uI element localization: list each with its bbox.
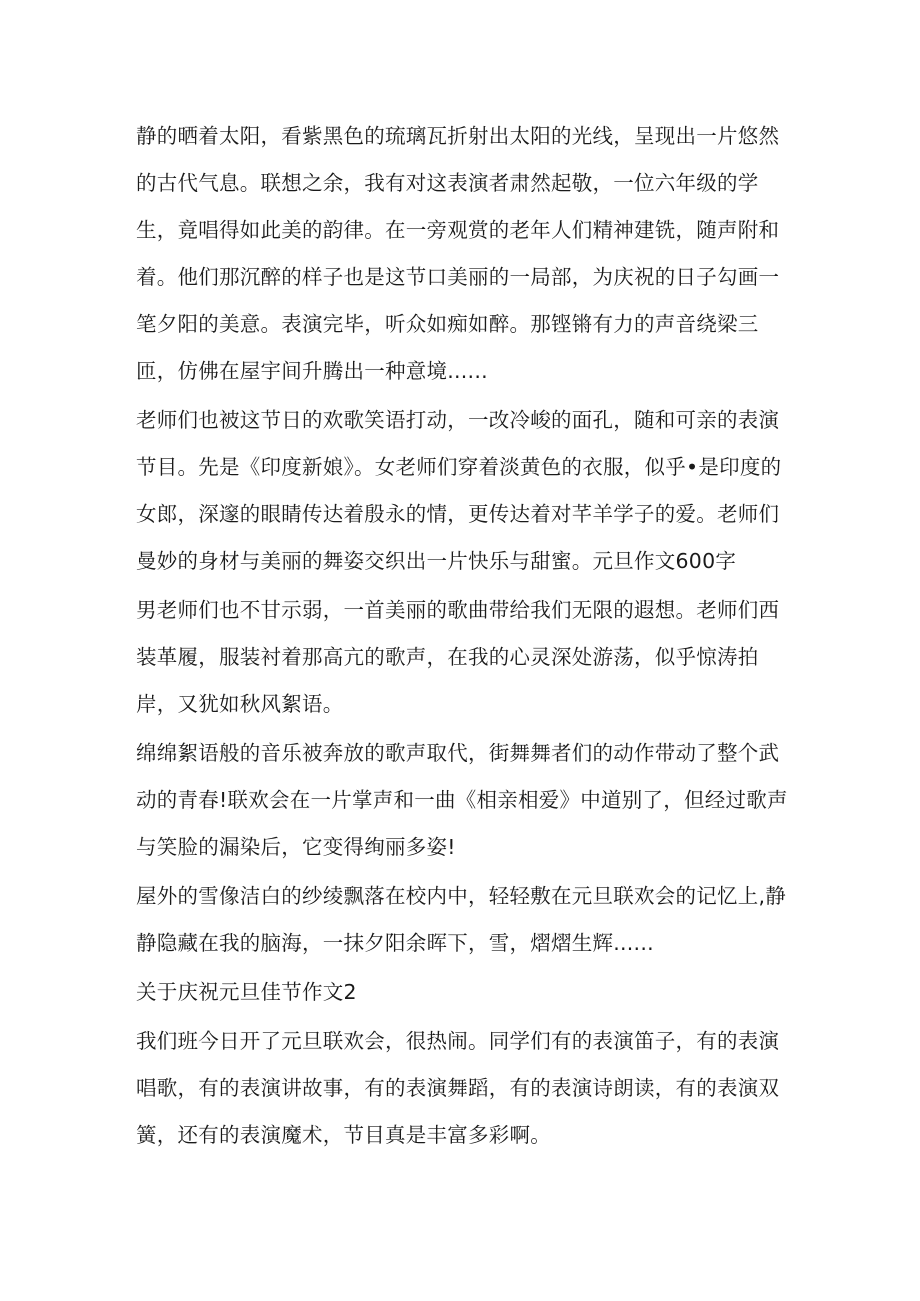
section-heading: 关于庆祝元旦佳节作文2 — [136, 980, 357, 1004]
paragraph-3: 男老师们也不甘示弱，一首美丽的歌曲带给我们无限的遐想。老师们西装革履，服装衬着那高亢的歌声，在我的心灵深处游荡，似乎惊涛拍岸，又犹如秋风絮语。 — [136, 598, 780, 716]
paragraph-2: 老师们也被这节日的欢歌笑语打动，一改冷峻的面孔，随和可亲的表演节目。先是《印度新娘》。女老师们穿着淡黄色的衣服，似乎•是印度的女郎，深邃的眼睛传达着殷永的情，更传达着对芊羊学子的爱。老师们曼妙的身材与美丽的舞姿交织出一片快乐与甜蜜。元旦作文600字 — [136, 408, 782, 573]
paragraph-1: 静的晒着太阳，看紫黑色的琉璃瓦折射出太阳的光线，呈现出一片悠然的古代气息。联想之余，我有对这表演者肃然起敬，一位六年级的学生，竟唱得如此美的韵律。在一旁观赏的老年人们精神建铣，随声附和着。他们那沉醉的样子也是这节口美丽的一局部，为庆祝的日子勾画一笔夕阳的美意。表演完毕，听众如痴如醉。那铿锵有力的声音绕梁三匝，仿佛在屋宇间升腾出一种意境...... — [136, 124, 780, 383]
paragraph-4: 绵绵絮语般的音乐被奔放的歌声取代，街舞舞者们的动作带动了整个武动的青春!联欢会在一片掌声和一曲《相亲相爱》中道别了，但经过歌声与笑脸的漏染后，它变得绚丽多姿! — [136, 741, 788, 859]
paragraph-6: 我们班今日开了元旦联欢会，很热闹。同学们有的表演笛子，有的表演唱歌，有的表演讲故事，有的表演舞蹈，有的表演诗朗读，有的表演双簧，还有的表演魔术，节目真是丰富多彩啊。 — [136, 1029, 780, 1147]
document-body — [136, 113, 796, 1159]
paragraph-5: 屋外的雪像洁白的纱绫飘落在校内中，轻轻敷在元旦联欢会的记忆上,静静隐藏在我的脑海，一抹夕阳余晖下，雪，熠熠生辉...... — [136, 884, 787, 955]
